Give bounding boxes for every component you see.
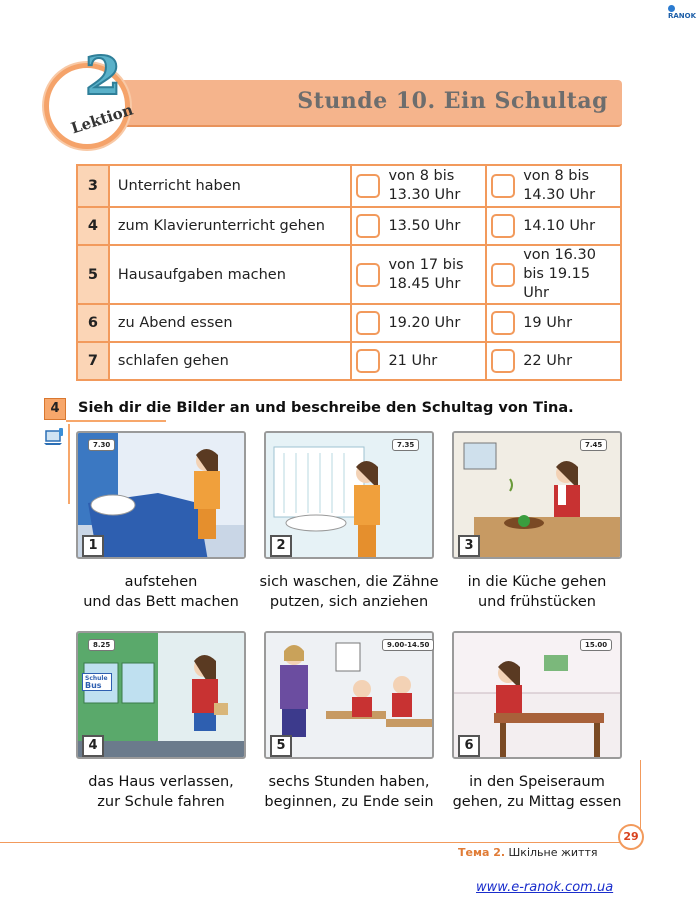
- option-text-line: bis 19.15 Uhr: [523, 266, 591, 301]
- caption-line: putzen, sich anziehen: [269, 594, 429, 610]
- option-text: [523, 167, 595, 205]
- option-text-line: 19.20 Uhr: [388, 314, 461, 331]
- publisher-name: RANOK: [668, 12, 697, 20]
- option-checkbox[interactable]: [491, 263, 515, 287]
- option-checkbox[interactable]: [491, 349, 515, 373]
- picture-caption: [249, 572, 449, 612]
- row-number: 3: [77, 165, 109, 207]
- row-activity: Hausaufgaben machen: [109, 245, 352, 304]
- option-text-line: 14.30 Uhr: [523, 187, 596, 203]
- topic-title: Шкільне життя: [508, 846, 598, 859]
- time-option-cell: [486, 165, 621, 207]
- option-text: [388, 314, 460, 333]
- option-text-line: von 17 bis: [388, 256, 464, 273]
- option-text: [523, 352, 572, 371]
- caption-line: in die Küche gehen: [467, 574, 607, 590]
- option-text-line: 19 Uhr: [523, 314, 573, 331]
- caption-line: gehen, zu Mittag essen: [452, 794, 622, 810]
- picture-caption: [249, 772, 449, 812]
- row-number: 4: [77, 207, 109, 245]
- picture-caption: [437, 572, 637, 612]
- option-text: [388, 352, 437, 371]
- time-option-cell: [351, 165, 486, 207]
- option-text: [388, 217, 460, 236]
- lesson-title: Stunde 10. Ein Schultag: [297, 88, 608, 114]
- option-checkbox[interactable]: [491, 214, 515, 238]
- option-text: [388, 167, 460, 205]
- row-number: 5: [77, 245, 109, 304]
- option-text: [523, 217, 595, 236]
- time-option-cell: [351, 245, 486, 304]
- caption-line: in den Speiseraum: [469, 774, 605, 790]
- row-activity: Unterricht haben: [109, 165, 352, 207]
- option-checkbox[interactable]: [356, 349, 380, 373]
- option-text-line: 14.10 Uhr: [523, 217, 596, 234]
- clock-time-label: 15.00: [580, 639, 612, 651]
- picture-number: 1: [82, 535, 104, 557]
- option-text: [523, 246, 620, 303]
- lesson-title-bar: [92, 80, 622, 127]
- time-option[interactable]: [356, 256, 485, 294]
- time-option-cell: [351, 207, 486, 245]
- sign-text: Bus: [85, 681, 102, 690]
- time-option[interactable]: [491, 349, 620, 373]
- option-text-line: von 8 bis: [523, 168, 590, 184]
- caption-line: und frühstücken: [477, 594, 597, 610]
- time-option-cell: [486, 207, 621, 245]
- row-activity: zu Abend essen: [109, 304, 352, 342]
- picture-number: 5: [270, 735, 292, 757]
- page-number: 29: [618, 824, 644, 850]
- schedule-row: [77, 304, 621, 342]
- time-option-cell: [486, 342, 621, 380]
- row-number: 7: [77, 342, 109, 380]
- website-link[interactable]: www.e-ranok.com.ua: [476, 880, 614, 895]
- time-option[interactable]: [491, 167, 620, 205]
- picture-number: 3: [458, 535, 480, 557]
- row-number: 6: [77, 304, 109, 342]
- time-option[interactable]: [356, 214, 485, 238]
- option-checkbox[interactable]: [356, 263, 380, 287]
- caption-line: aufstehen: [124, 574, 198, 590]
- time-option[interactable]: [356, 349, 485, 373]
- picture-number: 6: [458, 735, 480, 757]
- time-option[interactable]: [491, 214, 620, 238]
- picture-caption: [437, 772, 637, 812]
- schedule-row: [77, 165, 621, 207]
- lesson-badge-number: 2: [84, 46, 122, 107]
- time-option[interactable]: [356, 167, 485, 205]
- clock-time-label: 8.25: [88, 639, 115, 651]
- topic-line: [458, 846, 597, 859]
- option-text-line: 18.45 Uhr: [388, 275, 461, 292]
- logo-dot-icon: [668, 5, 675, 12]
- option-checkbox[interactable]: [356, 174, 380, 198]
- exercise-instruction: Sieh dir die Bilder an und beschreibe den Schultag von Tina.: [78, 400, 574, 416]
- row-activity: zum Klavierunterricht gehen: [109, 207, 352, 245]
- option-checkbox[interactable]: [356, 311, 380, 335]
- time-option-cell: [486, 304, 621, 342]
- caption-line: sechs Stunden haben,: [268, 774, 430, 790]
- exercise-number: 4: [44, 398, 66, 420]
- option-text-line: 13.30 Uhr: [388, 187, 461, 203]
- picture-number: 4: [82, 735, 104, 757]
- time-option-cell: [351, 304, 486, 342]
- caption-line: das Haus verlassen,: [88, 774, 234, 790]
- bus-stop-sign: [82, 673, 112, 691]
- option-text: [388, 256, 463, 294]
- clock-time-label: 7.45: [580, 439, 607, 451]
- option-text-line: 22 Uhr: [523, 352, 573, 369]
- lesson-badge-label: Lektion: [68, 100, 136, 138]
- caption-line: zur Schule fahren: [97, 794, 225, 810]
- picture-number: 2: [270, 535, 292, 557]
- caption-line: sich waschen, die Zähne: [259, 574, 439, 590]
- option-text: [523, 314, 572, 333]
- schedule-row: [77, 342, 621, 380]
- time-option-cell: [351, 342, 486, 380]
- option-text-line: von 16.30: [523, 247, 596, 263]
- exercise-underline: [66, 420, 166, 422]
- caption-line: und das Bett machen: [83, 594, 239, 610]
- option-text-line: 13.50 Uhr: [388, 217, 461, 234]
- picture-caption: [61, 772, 261, 812]
- sign-text: Schule: [85, 675, 108, 682]
- clock-time-label: 9.00-14.50: [382, 639, 434, 651]
- clock-time-label: 7.35: [392, 439, 419, 451]
- publisher-logo: [668, 4, 700, 20]
- option-text-line: von 8 bis: [388, 168, 455, 184]
- option-checkbox[interactable]: [356, 214, 380, 238]
- time-option[interactable]: [491, 246, 620, 303]
- exercise-margin-line: [68, 424, 70, 504]
- schedule-row: [77, 245, 621, 304]
- schedule-table: [76, 164, 622, 381]
- time-option[interactable]: [491, 311, 620, 335]
- row-activity: schlafen gehen: [109, 342, 352, 380]
- footer-rule: [0, 842, 622, 843]
- caption-line: beginnen, zu Ende sein: [264, 794, 434, 810]
- topic-label: Тема 2.: [458, 846, 506, 859]
- clock-time-label: 7.30: [88, 439, 115, 451]
- option-checkbox[interactable]: [491, 174, 515, 198]
- laptop-icon: [44, 428, 64, 446]
- option-text-line: 21 Uhr: [388, 352, 438, 369]
- time-option-cell: [486, 245, 621, 304]
- schedule-row: [77, 207, 621, 245]
- option-checkbox[interactable]: [491, 311, 515, 335]
- picture-caption: [61, 572, 261, 612]
- time-option[interactable]: [356, 311, 485, 335]
